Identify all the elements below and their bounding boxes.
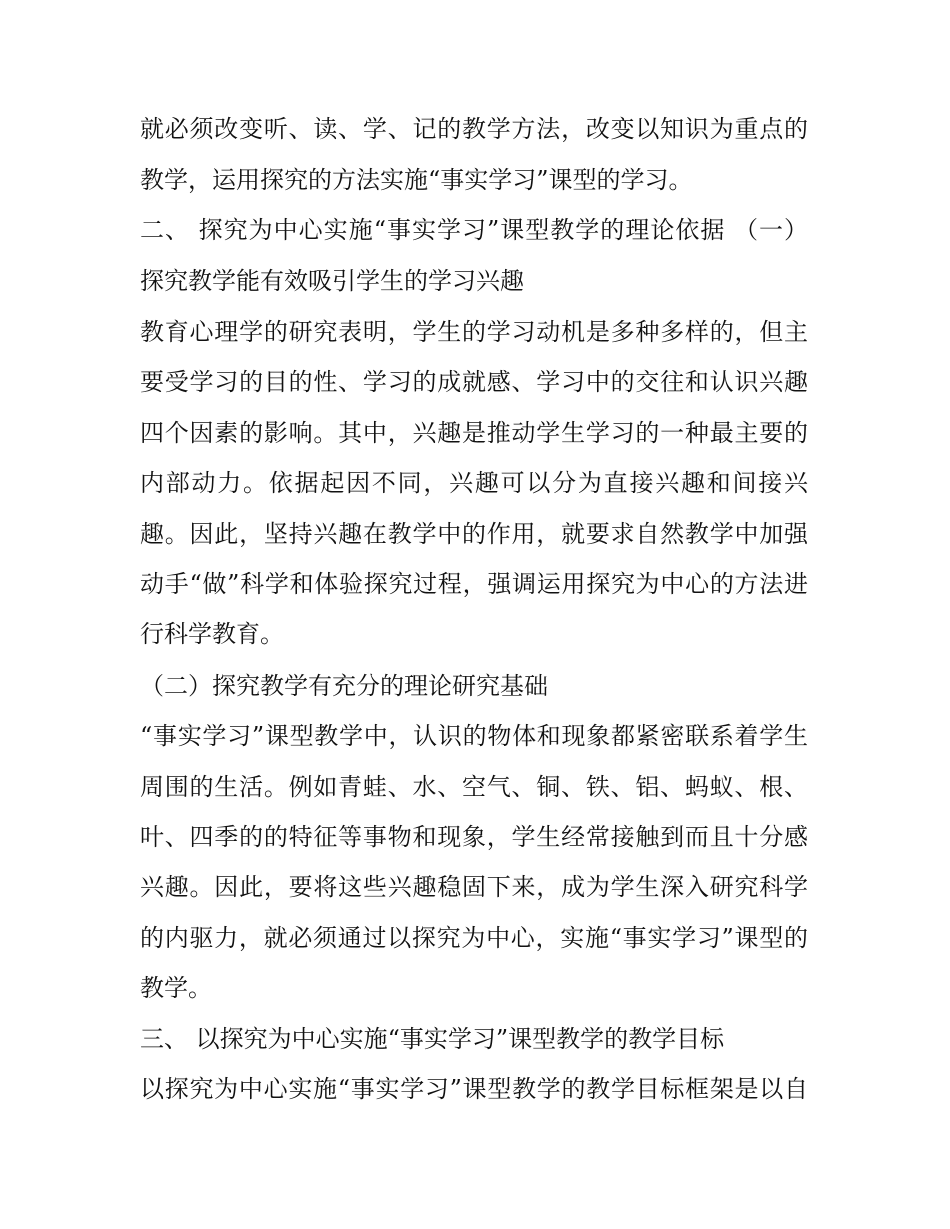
text-line: 的内驱力，就必须通过以探究为中心，实施“事实学习”课型的: [140, 924, 808, 952]
text-line: 兴趣。因此，要将这些兴趣稳固下来，成为学生深入研究科学: [140, 873, 808, 901]
text-line: 趣。因此，坚持兴趣在教学中的作用，就要求自然教学中加强: [140, 520, 808, 548]
subsection-heading: （二）探究教学有充分的理论研究基础: [140, 672, 548, 700]
section-heading: 二、 探究为中心实施“事实学习”课型教学的理论依据 （一）: [140, 216, 808, 244]
subsection-heading: 探究教学能有效吸引学生的学习兴趣: [140, 267, 524, 295]
text-line: 教学。: [140, 974, 212, 1002]
text-line: 以探究为中心实施“事实学习”课型教学的教学目标框架是以自: [140, 1075, 808, 1103]
text-line: 要受学习的目的性、学习的成就感、学习中的交往和认识兴趣: [140, 368, 808, 396]
text-line: 叶、四季的的特征等事物和现象，学生经常接触到而且十分感: [140, 823, 808, 851]
text-line: 教学，运用探究的方法实施“事实学习”课型的学习。: [140, 166, 693, 194]
text-line: 教育心理学的研究表明，学生的学习动机是多种多样的，但主: [140, 318, 808, 346]
section-heading: 三、 以探究为中心实施“事实学习”课型教学的教学目标: [140, 1025, 725, 1053]
text-line: 动手“做”科学和体验探究过程，强调运用探究为中心的方法进: [140, 570, 808, 598]
text-line: “事实学习”课型教学中，认识的物体和现象都紧密联系着学生: [140, 722, 808, 750]
text-line: 就必须改变听、读、学、记的教学方法，改变以知识为重点的: [140, 115, 808, 143]
text-line: 四个因素的影响。其中，兴趣是推动学生学习的一种最主要的: [140, 419, 808, 447]
text-line: 内部动力。依据起因不同，兴趣可以分为直接兴趣和间接兴: [140, 469, 808, 497]
text-line: 行科学教育。: [140, 620, 284, 648]
text-line: 周围的生活。例如青蛙、水、空气、铜、铁、铝、蚂蚁、根、: [140, 773, 808, 801]
